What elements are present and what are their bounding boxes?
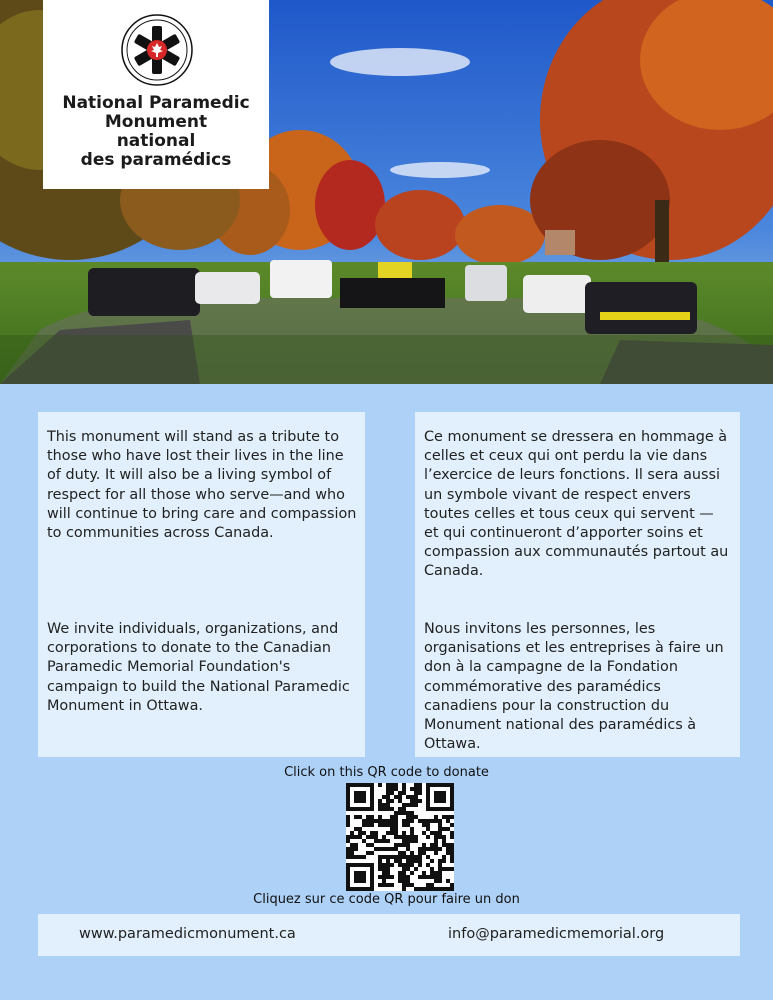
- logo-line-3: national: [116, 131, 196, 151]
- contact-footer: [38, 914, 740, 956]
- english-paragraph-2: We invite individuals, organizations, and corporations to donate to the Canadian Paramedic Memorial Foundation's campaign to build the National Paramedic Monument in Ottawa.: [47, 621, 350, 714]
- logo-card: [43, 0, 269, 189]
- french-panel: [415, 412, 740, 757]
- english-panel: [38, 412, 365, 757]
- donate-qr-code[interactable]: [346, 783, 454, 891]
- french-paragraph-1: Ce monument se dressera en hommage à celles et ceux qui ont perdu la vie dans l’exercice de leurs fonctions. Il sera aussi un symbole vivant de respect envers toutes celles et tous ceux qui servent — et qui continueront d’apporter soins et compassion aux communautés partout au Canada.: [424, 429, 729, 580]
- french-paragraph-2: Nous invitons les personnes, les organisations et les entreprises à faire un don à la campagne de la Fondation commémorative des paramédics canadiens pour la construction du Monument national des paramédics à Ottawa.: [424, 621, 724, 753]
- english-paragraph-1: This monument will stand as a tribute to those who have lost their lives in the line of duty. It will also be a living symbol of respect for all those who serve—and who will continue to bring care and compassion to communities across Canada.: [47, 429, 357, 542]
- qr-code-icon: [346, 783, 454, 891]
- qr-caption-french: Cliquez sur ce code QR pour faire un don: [253, 892, 520, 907]
- logo-line-1: National Paramedic: [62, 93, 250, 113]
- qr-caption-english: Click on this QR code to donate: [284, 765, 489, 780]
- logo-title: [43, 94, 269, 170]
- logo-line-4: des paramédics: [80, 150, 232, 170]
- website-link[interactable]: www.paramedicmonument.ca: [79, 926, 296, 942]
- email-link[interactable]: info@paramedicmemorial.org: [448, 926, 665, 942]
- emblem-icon: [121, 14, 193, 86]
- logo-line-2: Monument: [104, 112, 208, 132]
